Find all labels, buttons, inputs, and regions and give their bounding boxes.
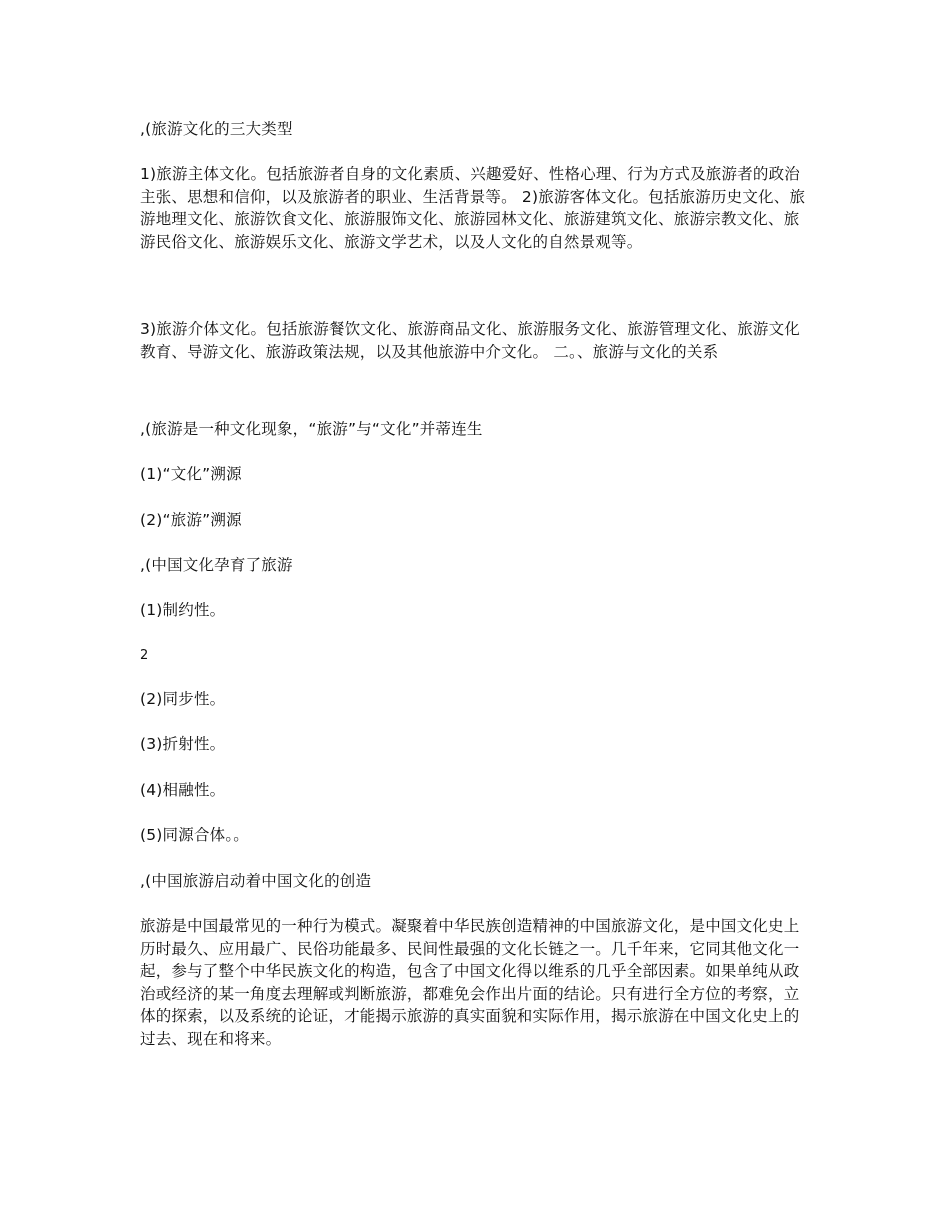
- item-synchronicity: (2)同步性。: [140, 690, 226, 708]
- heading-chinese-culture-nurtures-tourism: ,(中国文化孕育了旅游: [140, 556, 293, 574]
- item-refraction: (3)折射性。: [140, 735, 226, 753]
- item-same-source: (5)同源合体。。: [140, 826, 250, 844]
- paragraph-conclusion: 旅游是中国最常见的一种行为模式。凝聚着中华民族创造精神的中国旅游文化，是中国文化史上历时最久、应用最广、民俗功能最多、民间性最强的文化长链之一。几千年来，它同其他文化一起，参与了整个中华民族文化的构造，包含了中国文化得以维系的几乎全部因素。如果单纯从政治或经济的某一角度去理解或判断旅游，都难免会作出片面的结论。只有进行全方位的考察，立体的探索，以及系统的论证，才能揭示旅游的真实面貌和实际作用，揭示旅游在中国文化史上的过去、现在和将来。: [140, 917, 800, 1048]
- item-fusion: (4)相融性。: [140, 781, 226, 799]
- paragraph-subject-object-culture: 1)旅游主体文化。包括旅游者自身的文化素质、兴趣爱好、性格心理、行为方式及旅游者的政治主张、思想和信仰，以及旅游者的职业、生活背景等。 2)旅游客体文化。包括旅游历史文化、旅游地理文化、旅游饮食文化、旅游服饰文化、旅游园林文化、旅游建筑文化、旅游宗教文化、旅游民俗文化、旅游娱乐文化、旅游文学艺术，以及人文化的自然景观等。: [140, 165, 806, 251]
- heading-tourism-culture-types: ,(旅游文化的三大类型: [140, 120, 293, 138]
- page-number: 2: [140, 648, 149, 663]
- paragraph-medium-culture: 3)旅游介体文化。包括旅游餐饮文化、旅游商品文化、旅游服务文化、旅游管理文化、旅游文化教育、导游文化、旅游政策法规，以及其他旅游中介文化。 二。、旅游与文化的关系: [140, 320, 801, 361]
- heading-tourism-cultural-phenomenon: ,(旅游是一种文化现象，“旅游”与“文化”并蒂连生: [140, 420, 483, 438]
- item-restrictiveness: (1)制约性。: [140, 601, 226, 619]
- item-culture-origin: (1)“文化”溯源: [140, 465, 242, 483]
- heading-tourism-drives-culture: ,(中国旅游启动着中国文化的创造: [140, 872, 372, 890]
- item-tourism-origin: (2)“旅游”溯源: [140, 511, 242, 529]
